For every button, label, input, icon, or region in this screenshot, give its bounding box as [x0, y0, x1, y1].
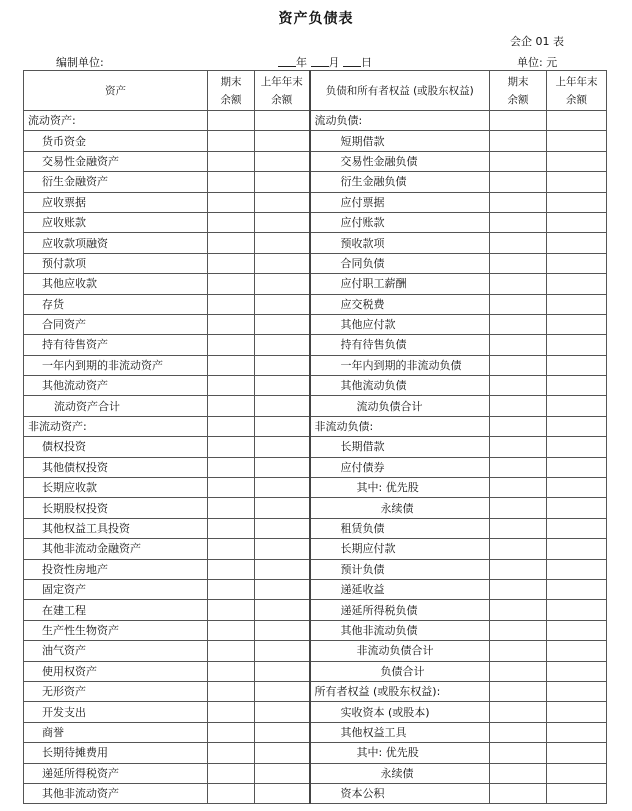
- table-row: [24, 212, 607, 232]
- liability-prior-year-cell[interactable]: [547, 763, 607, 783]
- table-row: [24, 274, 607, 294]
- liability-item-label: 应付债券: [310, 457, 490, 477]
- asset-prior-year-cell[interactable]: [255, 620, 310, 640]
- asset-prior-year-cell[interactable]: [255, 559, 310, 579]
- asset-item-label: 应收票据: [24, 192, 208, 212]
- asset-prior-year-cell[interactable]: [255, 518, 310, 538]
- table-row: [24, 783, 607, 803]
- liability-item-label: 应交税费: [310, 294, 490, 314]
- liability-period-end-cell[interactable]: [490, 579, 547, 599]
- table-row: [24, 355, 607, 375]
- asset-prior-year-cell[interactable]: [255, 396, 310, 416]
- asset-period-end-cell[interactable]: [208, 212, 255, 232]
- table-row: [24, 294, 607, 314]
- liability-period-end-cell[interactable]: [490, 192, 547, 212]
- liability-item-label: 永续债: [310, 763, 490, 783]
- table-row: [24, 314, 607, 334]
- period-end-header-line1: 期末: [220, 75, 242, 88]
- asset-item-label: 固定资产: [24, 579, 208, 599]
- liability-prior-year-cell[interactable]: [547, 151, 607, 171]
- year-blank[interactable]: [278, 56, 296, 67]
- table-row: [24, 416, 607, 436]
- liabilities-header: 负债和所有者权益 (或股东权益): [310, 71, 490, 111]
- asset-period-end-cell[interactable]: [208, 722, 255, 742]
- asset-item-label: 存货: [24, 294, 208, 314]
- liability-item-label: 其他流动负债: [310, 376, 490, 396]
- liability-prior-year-cell[interactable]: [547, 518, 607, 538]
- asset-period-end-cell[interactable]: [208, 743, 255, 763]
- table-row: [24, 620, 607, 640]
- asset-item-label: 衍生金融资产: [24, 172, 208, 192]
- liability-prior-year-cell[interactable]: [547, 437, 607, 457]
- asset-prior-year-cell[interactable]: [255, 151, 310, 171]
- liability-period-end-cell[interactable]: [490, 376, 547, 396]
- asset-prior-year-cell[interactable]: [255, 661, 310, 681]
- asset-item-label: 递延所得税资产: [24, 763, 208, 783]
- liability-period-end-cell[interactable]: [490, 396, 547, 416]
- liability-item-label: 应付账款: [310, 212, 490, 232]
- period-end-header-right-line2: 余额: [507, 93, 529, 106]
- asset-item-label: 其他应收款: [24, 274, 208, 294]
- asset-period-end-cell[interactable]: [208, 620, 255, 640]
- asset-period-end-cell[interactable]: [208, 579, 255, 599]
- prior-year-header-line2: 余额: [271, 93, 293, 106]
- table-row: [24, 661, 607, 681]
- liability-item-label: 其他非流动负债: [310, 620, 490, 640]
- asset-item-label: 油气资产: [24, 641, 208, 661]
- asset-item-label: 合同资产: [24, 314, 208, 334]
- table-row: [24, 396, 607, 416]
- liability-prior-year-cell[interactable]: [547, 743, 607, 763]
- asset-period-end-cell[interactable]: [208, 172, 255, 192]
- asset-period-end-cell[interactable]: [208, 437, 255, 457]
- table-row: [24, 539, 607, 559]
- asset-item-label: 货币资金: [24, 131, 208, 151]
- compiler-label: 编制单位:: [56, 56, 104, 69]
- liability-period-end-cell[interactable]: [490, 518, 547, 538]
- liability-item-label: 其中: 优先股: [310, 743, 490, 763]
- prior-year-header-right-line2: 余额: [566, 93, 587, 106]
- unit-label: 单位: 元: [517, 56, 558, 69]
- table-row: [24, 498, 607, 518]
- asset-period-end-cell[interactable]: [208, 600, 255, 620]
- date-day-label: 日: [361, 56, 372, 69]
- liability-item-label: 非流动负债合计: [310, 641, 490, 661]
- asset-period-end-cell[interactable]: [208, 111, 255, 131]
- liability-prior-year-cell[interactable]: [547, 478, 607, 498]
- asset-prior-year-cell[interactable]: [255, 274, 310, 294]
- liability-item-label: 资本公积: [310, 783, 490, 803]
- liability-prior-year-cell[interactable]: [547, 559, 607, 579]
- liability-period-end-cell[interactable]: [490, 355, 547, 375]
- table-row: [24, 600, 607, 620]
- asset-period-end-cell[interactable]: [208, 396, 255, 416]
- liability-item-label: 递延所得税负债: [310, 600, 490, 620]
- liability-period-end-cell[interactable]: [490, 763, 547, 783]
- liability-prior-year-cell[interactable]: [547, 172, 607, 192]
- liability-period-end-cell[interactable]: [490, 681, 547, 701]
- liability-item-label: 应付职工薪酬: [310, 274, 490, 294]
- asset-prior-year-cell[interactable]: [255, 641, 310, 661]
- day-blank[interactable]: [343, 56, 361, 67]
- asset-prior-year-cell[interactable]: [255, 702, 310, 722]
- liability-prior-year-cell[interactable]: [547, 294, 607, 314]
- asset-prior-year-cell[interactable]: [255, 111, 310, 131]
- asset-period-end-cell[interactable]: [208, 151, 255, 171]
- liability-prior-year-cell[interactable]: [547, 192, 607, 212]
- asset-prior-year-cell[interactable]: [255, 376, 310, 396]
- asset-prior-year-cell[interactable]: [255, 743, 310, 763]
- liability-prior-year-cell[interactable]: [547, 355, 607, 375]
- asset-period-end-cell[interactable]: [208, 661, 255, 681]
- asset-item-label: 流动资产合计: [24, 396, 208, 416]
- prior-year-header-right-line1: 上年年末: [555, 75, 598, 88]
- asset-prior-year-cell[interactable]: [255, 192, 310, 212]
- asset-period-end-cell[interactable]: [208, 478, 255, 498]
- date-month-label: 月: [328, 56, 340, 69]
- asset-item-label: 使用权资产: [24, 661, 208, 681]
- asset-item-label: 无形资产: [24, 681, 208, 701]
- liability-item-label: 短期借款: [310, 131, 490, 151]
- liability-period-end-cell[interactable]: [490, 416, 547, 436]
- date-line: [278, 54, 372, 70]
- liability-period-end-cell[interactable]: [490, 722, 547, 742]
- liability-item-label: 实收资本 (或股本): [310, 702, 490, 722]
- liability-period-end-cell[interactable]: [490, 212, 547, 232]
- asset-item-label: 其他权益工具投资: [24, 518, 208, 538]
- liability-period-end-cell[interactable]: [490, 559, 547, 579]
- prior-year-header-line1: 上年年末: [260, 75, 303, 88]
- asset-period-end-cell[interactable]: [208, 314, 255, 334]
- period-end-header: [208, 71, 255, 111]
- table-body: [24, 111, 607, 804]
- liability-item-label: 流动负债:: [310, 111, 490, 131]
- asset-item-label: 长期应收款: [24, 478, 208, 498]
- page-title: 资产负债表: [278, 11, 354, 27]
- period-end-header-right-line1: 期末: [507, 75, 529, 88]
- liability-item-label: 交易性金融负债: [310, 151, 490, 171]
- liability-period-end-cell[interactable]: [490, 314, 547, 334]
- asset-item-label: 非流动资产:: [24, 416, 208, 436]
- asset-period-end-cell[interactable]: [208, 274, 255, 294]
- asset-prior-year-cell[interactable]: [255, 681, 310, 701]
- asset-prior-year-cell[interactable]: [255, 131, 310, 151]
- asset-prior-year-cell[interactable]: [255, 783, 310, 803]
- asset-period-end-cell[interactable]: [208, 335, 255, 355]
- liability-prior-year-cell[interactable]: [547, 314, 607, 334]
- table-row: [24, 681, 607, 701]
- table-row: [24, 743, 607, 763]
- liability-period-end-cell[interactable]: [490, 620, 547, 640]
- table-header-row: [24, 71, 607, 111]
- liability-period-end-cell[interactable]: [490, 274, 547, 294]
- table-row: [24, 172, 607, 192]
- liability-period-end-cell[interactable]: [490, 172, 547, 192]
- liability-prior-year-cell[interactable]: [547, 641, 607, 661]
- asset-item-label: 长期待摊费用: [24, 743, 208, 763]
- prior-year-header-right: [547, 71, 607, 111]
- liability-item-label: 长期借款: [310, 437, 490, 457]
- asset-period-end-cell[interactable]: [208, 763, 255, 783]
- asset-period-end-cell[interactable]: [208, 702, 255, 722]
- month-blank[interactable]: [311, 56, 329, 67]
- liability-prior-year-cell[interactable]: [547, 661, 607, 681]
- liability-period-end-cell[interactable]: [490, 437, 547, 457]
- asset-period-end-cell[interactable]: [208, 783, 255, 803]
- table-row: [24, 131, 607, 151]
- asset-period-end-cell[interactable]: [208, 233, 255, 253]
- table-row: [24, 518, 607, 538]
- liability-prior-year-cell[interactable]: [547, 783, 607, 803]
- liability-period-end-cell[interactable]: [490, 335, 547, 355]
- liability-item-label: 其中: 优先股: [310, 478, 490, 498]
- asset-prior-year-cell[interactable]: [255, 478, 310, 498]
- asset-prior-year-cell[interactable]: [255, 437, 310, 457]
- liability-prior-year-cell[interactable]: [547, 416, 607, 436]
- asset-item-label: 持有待售资产: [24, 335, 208, 355]
- asset-period-end-cell[interactable]: [208, 192, 255, 212]
- date-year-label: 年: [296, 56, 307, 69]
- liability-prior-year-cell[interactable]: [547, 498, 607, 518]
- liability-period-end-cell[interactable]: [490, 743, 547, 763]
- asset-period-end-cell[interactable]: [208, 539, 255, 559]
- asset-period-end-cell[interactable]: [208, 681, 255, 701]
- asset-prior-year-cell[interactable]: [255, 253, 310, 273]
- assets-header: 资产: [24, 71, 208, 111]
- asset-period-end-cell[interactable]: [208, 498, 255, 518]
- table-row: [24, 457, 607, 477]
- table-row: [24, 559, 607, 579]
- asset-item-label: 投资性房地产: [24, 559, 208, 579]
- asset-item-label: 在建工程: [24, 600, 208, 620]
- liability-prior-year-cell[interactable]: [547, 335, 607, 355]
- asset-period-end-cell[interactable]: [208, 559, 255, 579]
- asset-item-label: 长期股权投资: [24, 498, 208, 518]
- asset-prior-year-cell[interactable]: [255, 335, 310, 355]
- asset-item-label: 债权投资: [24, 437, 208, 457]
- asset-period-end-cell[interactable]: [208, 376, 255, 396]
- asset-item-label: 其他债权投资: [24, 457, 208, 477]
- asset-prior-year-cell[interactable]: [255, 314, 310, 334]
- liability-item-label: 衍生金融负债: [310, 172, 490, 192]
- liability-item-label: 所有者权益 (或股东权益):: [310, 681, 490, 701]
- liability-period-end-cell[interactable]: [490, 498, 547, 518]
- asset-item-label: 应收款项融资: [24, 233, 208, 253]
- asset-prior-year-cell[interactable]: [255, 172, 310, 192]
- asset-item-label: 商誉: [24, 722, 208, 742]
- liability-period-end-cell[interactable]: [490, 783, 547, 803]
- form-code: 会企 01 表: [510, 35, 564, 48]
- asset-prior-year-cell[interactable]: [255, 355, 310, 375]
- liability-prior-year-cell[interactable]: [547, 620, 607, 640]
- asset-prior-year-cell[interactable]: [255, 600, 310, 620]
- table-row: [24, 253, 607, 273]
- liability-prior-year-cell[interactable]: [547, 253, 607, 273]
- asset-prior-year-cell[interactable]: [255, 294, 310, 314]
- asset-prior-year-cell[interactable]: [255, 498, 310, 518]
- liability-prior-year-cell[interactable]: [547, 212, 607, 232]
- asset-item-label: 交易性金融资产: [24, 151, 208, 171]
- table-row: [24, 151, 607, 171]
- table-row: [24, 579, 607, 599]
- liability-item-label: 预计负债: [310, 559, 490, 579]
- asset-period-end-cell[interactable]: [208, 416, 255, 436]
- liability-prior-year-cell[interactable]: [547, 396, 607, 416]
- table-row: [24, 722, 607, 742]
- table-row: [24, 478, 607, 498]
- asset-prior-year-cell[interactable]: [255, 233, 310, 253]
- asset-item-label: 一年内到期的非流动资产: [24, 355, 208, 375]
- liability-item-label: 流动负债合计: [310, 396, 490, 416]
- asset-period-end-cell[interactable]: [208, 355, 255, 375]
- liability-item-label: 租赁负债: [310, 518, 490, 538]
- table-row: [24, 437, 607, 457]
- liability-prior-year-cell[interactable]: [547, 579, 607, 599]
- liability-item-label: 永续债: [310, 498, 490, 518]
- liability-prior-year-cell[interactable]: [547, 376, 607, 396]
- asset-item-label: 其他非流动金融资产: [24, 539, 208, 559]
- liability-prior-year-cell[interactable]: [547, 274, 607, 294]
- liability-period-end-cell[interactable]: [490, 253, 547, 273]
- asset-item-label: 开发支出: [24, 702, 208, 722]
- asset-period-end-cell[interactable]: [208, 131, 255, 151]
- period-end-header-right: [490, 71, 547, 111]
- liability-item-label: 预收款项: [310, 233, 490, 253]
- table-row: [24, 335, 607, 355]
- liability-item-label: 负债合计: [310, 661, 490, 681]
- liability-prior-year-cell[interactable]: [547, 233, 607, 253]
- liability-item-label: 一年内到期的非流动负债: [310, 355, 490, 375]
- table-row: [24, 233, 607, 253]
- table-row: [24, 702, 607, 722]
- liability-period-end-cell[interactable]: [490, 641, 547, 661]
- liability-prior-year-cell[interactable]: [547, 457, 607, 477]
- liability-item-label: 持有待售负债: [310, 335, 490, 355]
- asset-item-label: 其他非流动资产: [24, 783, 208, 803]
- liability-period-end-cell[interactable]: [490, 233, 547, 253]
- asset-period-end-cell[interactable]: [208, 641, 255, 661]
- table-row: [24, 111, 607, 131]
- asset-prior-year-cell[interactable]: [255, 457, 310, 477]
- liability-period-end-cell[interactable]: [490, 151, 547, 171]
- asset-item-label: 流动资产:: [24, 111, 208, 131]
- asset-item-label: 预付款项: [24, 253, 208, 273]
- liability-period-end-cell[interactable]: [490, 111, 547, 131]
- liability-period-end-cell[interactable]: [490, 457, 547, 477]
- liability-item-label: 非流动负债:: [310, 416, 490, 436]
- liability-prior-year-cell[interactable]: [547, 722, 607, 742]
- liability-period-end-cell[interactable]: [490, 131, 547, 151]
- liability-prior-year-cell[interactable]: [547, 111, 607, 131]
- table-row: [24, 641, 607, 661]
- asset-prior-year-cell[interactable]: [255, 539, 310, 559]
- liability-item-label: 合同负债: [310, 253, 490, 273]
- asset-prior-year-cell[interactable]: [255, 579, 310, 599]
- liability-item-label: 递延收益: [310, 579, 490, 599]
- liability-item-label: 其他权益工具: [310, 722, 490, 742]
- liability-prior-year-cell[interactable]: [547, 131, 607, 151]
- liability-prior-year-cell[interactable]: [547, 600, 607, 620]
- table-row: [24, 763, 607, 783]
- liability-prior-year-cell[interactable]: [547, 702, 607, 722]
- period-end-header-line2: 余额: [220, 93, 242, 106]
- prior-year-header: [255, 71, 310, 111]
- asset-item-label: 生产性生物资产: [24, 620, 208, 640]
- liability-item-label: 长期应付款: [310, 539, 490, 559]
- asset-item-label: 应收账款: [24, 212, 208, 232]
- liability-period-end-cell[interactable]: [490, 600, 547, 620]
- table-row: [24, 192, 607, 212]
- asset-period-end-cell[interactable]: [208, 457, 255, 477]
- liability-period-end-cell[interactable]: [490, 702, 547, 722]
- liability-prior-year-cell[interactable]: [547, 539, 607, 559]
- liability-item-label: 其他应付款: [310, 314, 490, 334]
- table-row: [24, 376, 607, 396]
- liability-period-end-cell[interactable]: [490, 294, 547, 314]
- asset-prior-year-cell[interactable]: [255, 763, 310, 783]
- liability-period-end-cell[interactable]: [490, 539, 547, 559]
- liability-prior-year-cell[interactable]: [547, 681, 607, 701]
- asset-period-end-cell[interactable]: [208, 518, 255, 538]
- liability-period-end-cell[interactable]: [490, 478, 547, 498]
- asset-prior-year-cell[interactable]: [255, 212, 310, 232]
- asset-period-end-cell[interactable]: [208, 294, 255, 314]
- balance-sheet-table: [23, 70, 607, 804]
- asset-prior-year-cell[interactable]: [255, 416, 310, 436]
- liability-item-label: 应付票据: [310, 192, 490, 212]
- asset-item-label: 其他流动资产: [24, 376, 208, 396]
- liability-period-end-cell[interactable]: [490, 661, 547, 681]
- asset-prior-year-cell[interactable]: [255, 722, 310, 742]
- asset-period-end-cell[interactable]: [208, 253, 255, 273]
